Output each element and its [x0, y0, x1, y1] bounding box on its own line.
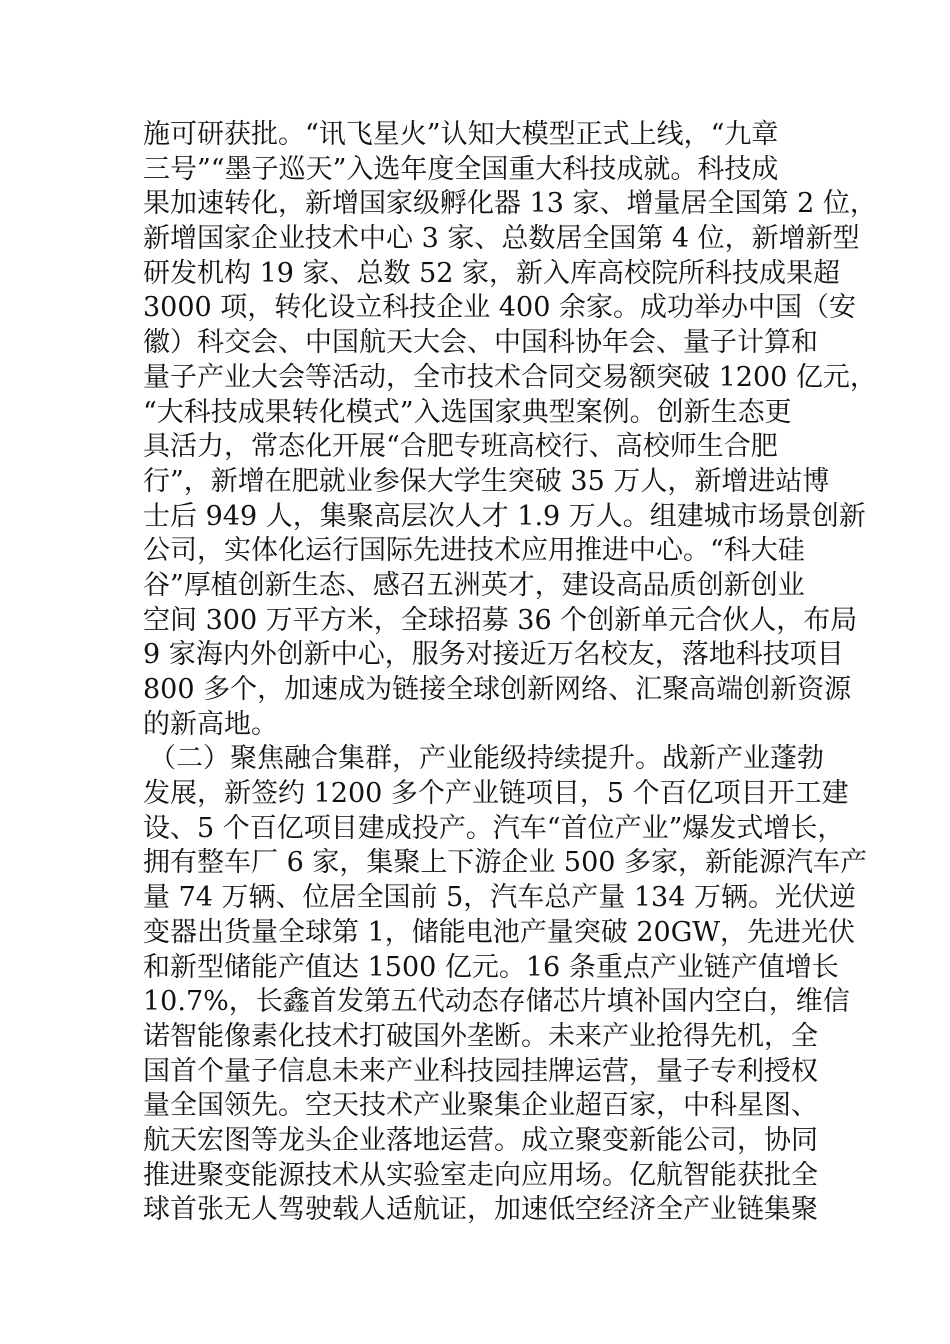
text-line: 拥有整车厂 6 家，集聚上下游企业 500 多家，新能源汽车产 — [143, 847, 868, 879]
text-line: 施可研获批。“讯飞星火”认知大模型正式上线，“九章 — [143, 119, 779, 150]
text-line: 量子产业大会等活动，全市技术合同交易额突破 1200 亿元， — [143, 361, 877, 393]
text-line: “大科技成果转化模式”入选国家典型案例。创新生态更 — [143, 396, 792, 428]
text-line: 空间 300 万平方米，全球招募 36 个创新单元合伙人，布局 — [143, 604, 858, 636]
section-heading-line: （二）聚焦融合集群，产业能级持续提升。战新产业蓬勃 — [149, 743, 824, 775]
text-line: 3000 项，转化设立科技企业 400 余家。成功举办中国（安 — [143, 292, 856, 324]
text-line: 研发机构 19 家、总数 52 家，新入库高校院所科技成果超 — [143, 257, 841, 289]
text-line: 变器出货量全球第 1，储能电池产量突破 20GW，先进光伏 — [143, 916, 856, 948]
text-line: 量全国领先。空天技术产业聚集企业超百家，中科星图、 — [143, 1090, 818, 1122]
text-line: 徽）科交会、中国航天大会、中国科协年会、量子计算和 — [143, 327, 818, 359]
body-text — [143, 118, 877, 1228]
text-line: 9 家海内外创新中心，服务对接近万名校友，落地科技项目 — [143, 639, 844, 671]
text-line: 具活力，常态化开展“合肥专班高校行、高校师生合肥 — [143, 431, 778, 463]
text-line: 发展，新签约 1200 多个产业链项目，5 个百亿项目开工建 — [143, 778, 849, 810]
text-line: 三号”“墨子巡天”入选年度全国重大科技成就。科技成 — [143, 153, 779, 185]
text-line: 新增国家企业技术中心 3 家、总数居全国第 4 位，新增新型 — [143, 223, 860, 255]
text-line: 的新高地。 — [143, 708, 278, 740]
text-line: 谷”厚植创新生态、感召五洲英才，建设高品质创新创业 — [143, 569, 805, 601]
text-line: 航天宏图等龙头企业落地运营。成立聚变新能公司，协同 — [143, 1124, 818, 1156]
text-line: 800 多个，加速成为链接全球创新网络、汇聚高端创新资源 — [143, 674, 852, 705]
text-line: 10.7%，长鑫首发第五代动态存储芯片填补国内空白，维信 — [143, 986, 850, 1018]
text-line: 量 74 万辆、位居全国前 5，汽车总产量 134 万辆。光伏逆 — [143, 882, 856, 914]
text-line: 公司，实体化运行国际先进技术应用推进中心。“科大硅 — [143, 535, 805, 567]
text-line: 球首张无人驾驶载人适航证，加速低空经济全产业链集聚 — [143, 1194, 818, 1226]
text-line: 诺智能像素化技术打破国外垄断。未来产业抢得先机，全 — [143, 1020, 818, 1052]
text-line: 国首个量子信息未来产业科技园挂牌运营，量子专利授权 — [143, 1055, 818, 1087]
text-line: 行”，新增在肥就业参保大学生突破 35 万人，新增进站博 — [143, 465, 830, 497]
text-line: 果加速转化，新增国家级孵化器 13 家、增量居全国第 2 位， — [143, 188, 877, 220]
text-line: 设、5 个百亿项目建成投产。汽车“首位产业”爆发式增长， — [143, 812, 845, 844]
text-line: 士后 949 人，集聚高层次人才 1.9 万人。组建城市场景创新 — [143, 500, 866, 532]
text-line: 推进聚变能源技术从实验室走向应用场。亿航智能获批全 — [143, 1159, 818, 1191]
text-line: 和新型储能产值达 1500 亿元。16 条重点产业链产值增长 — [143, 951, 839, 983]
